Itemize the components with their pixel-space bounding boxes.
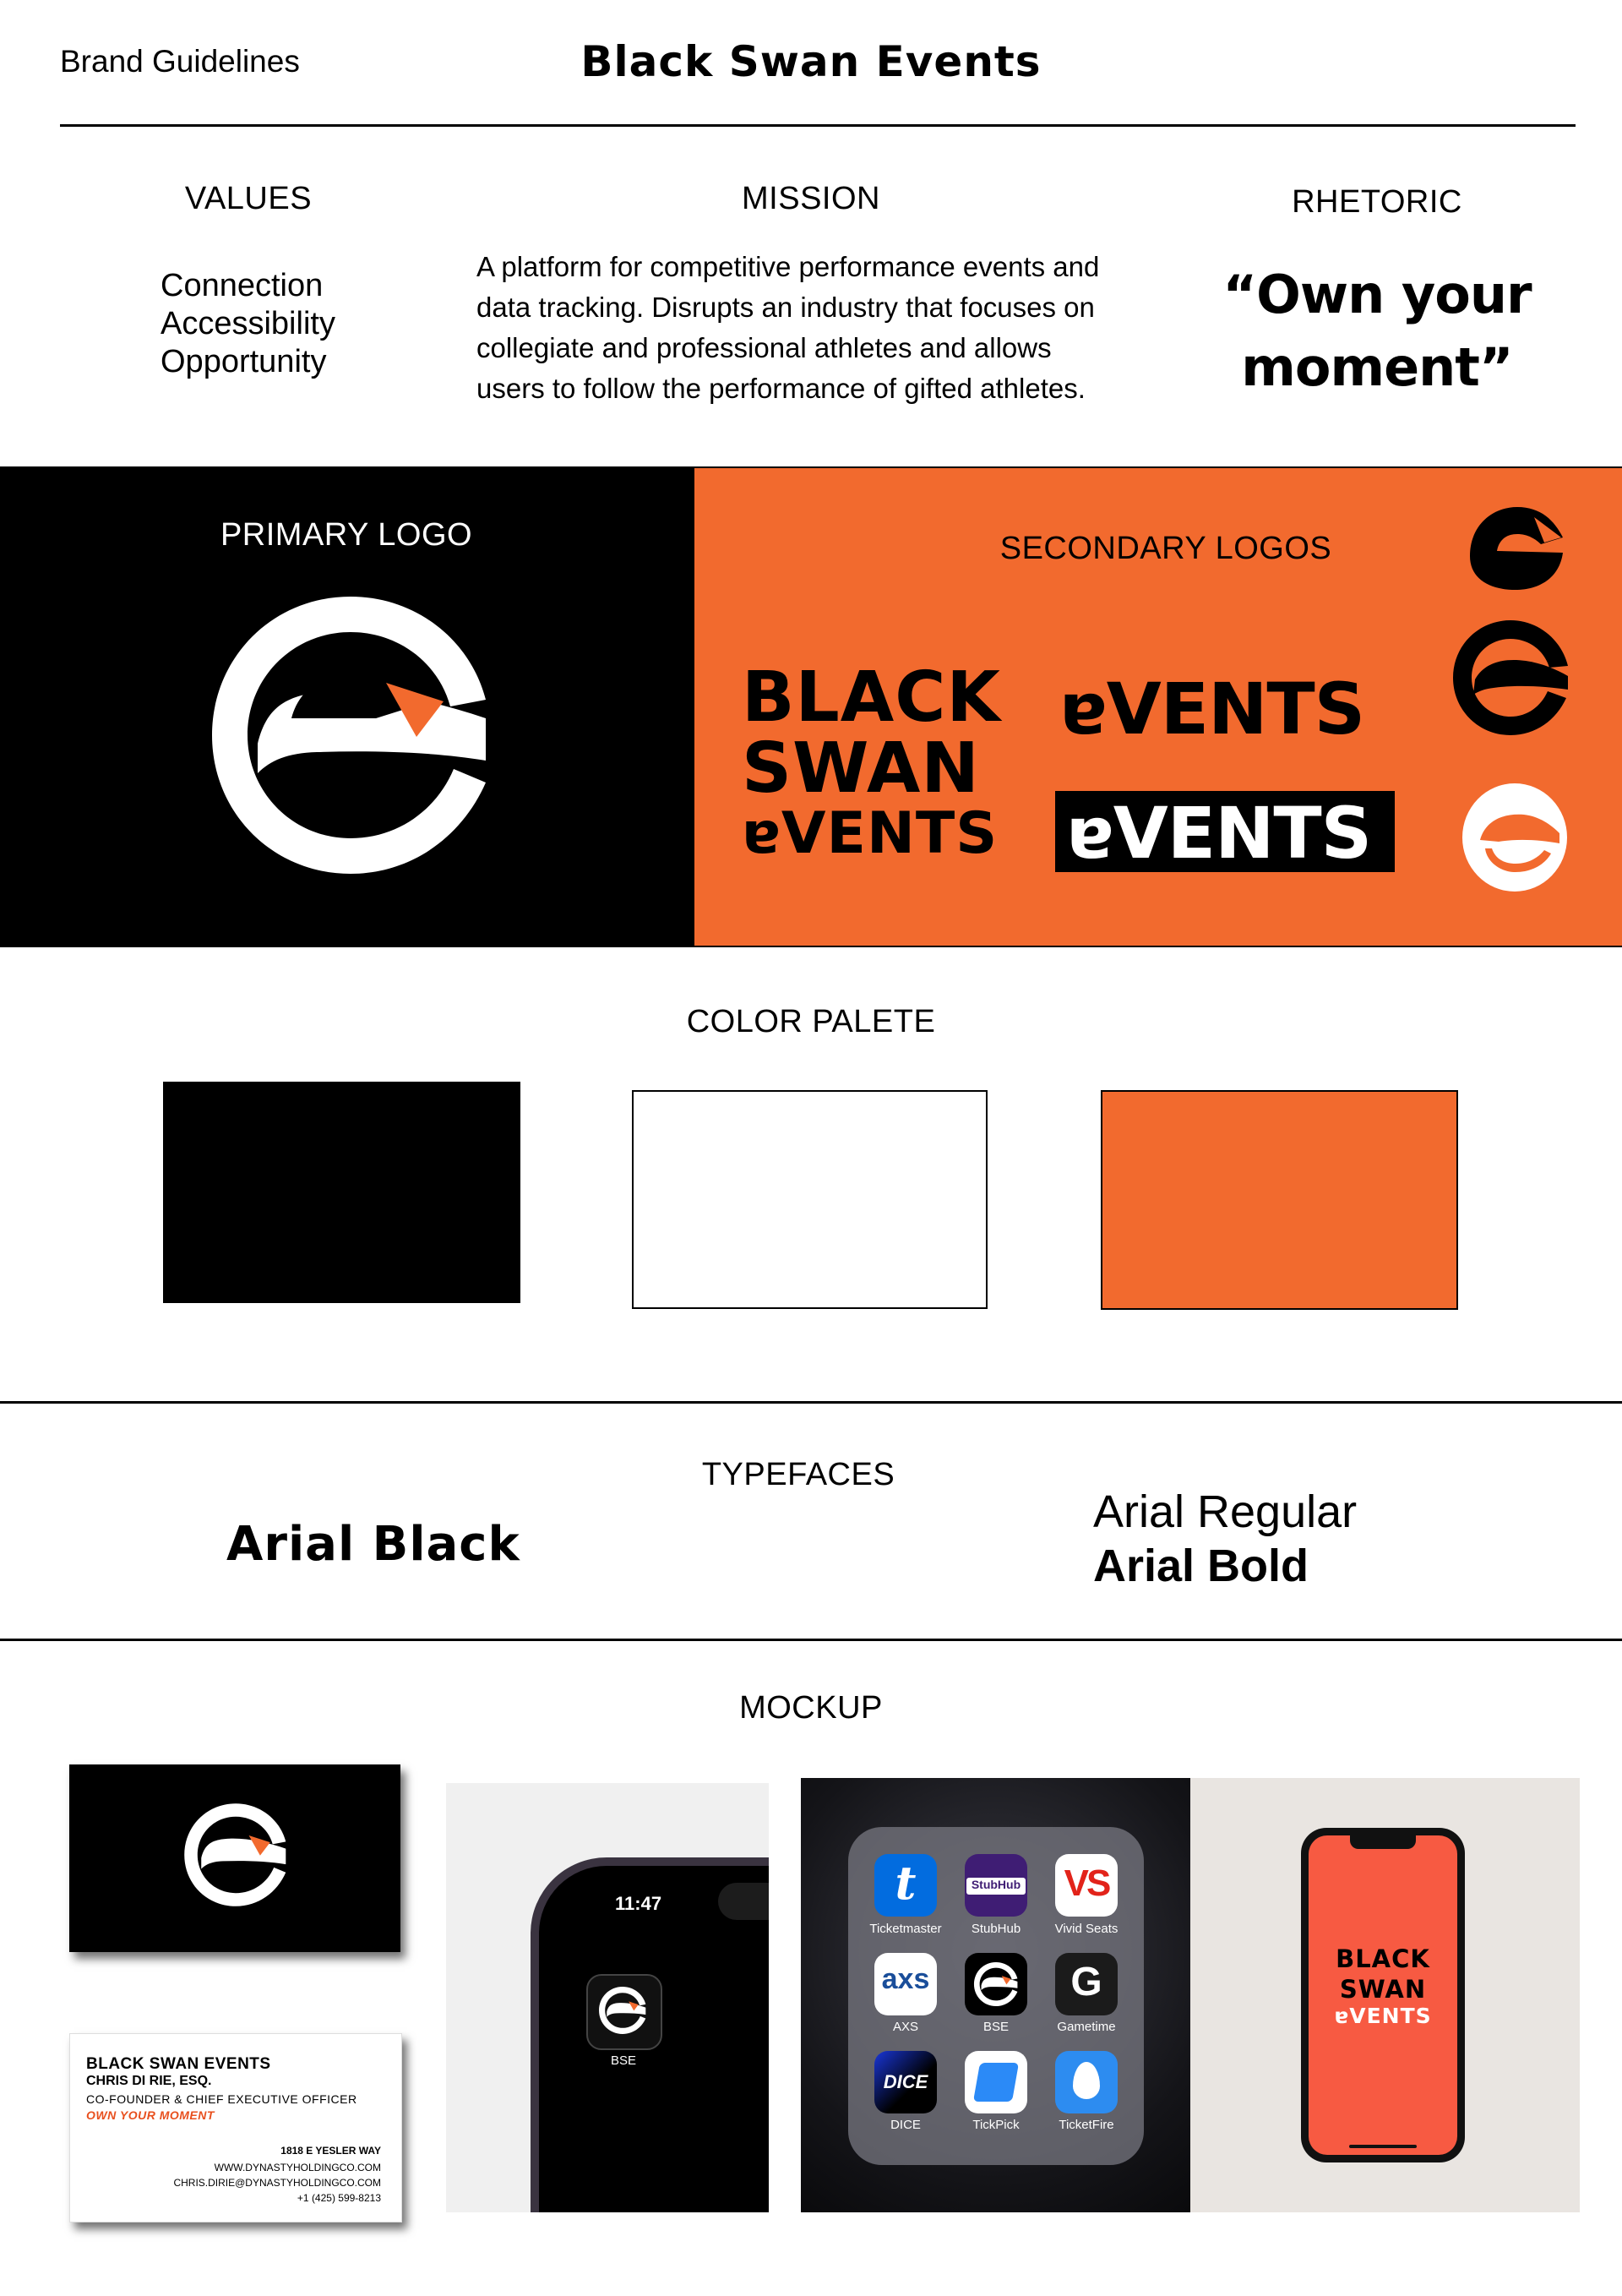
app-label: TicketFire xyxy=(1059,2118,1114,2132)
phone-screen-wordmark xyxy=(1309,1944,1457,2028)
card-swan-logo xyxy=(182,1800,289,1910)
value-item: Accessibility xyxy=(161,306,335,341)
app-label: AXS xyxy=(892,2020,918,2034)
primary-swan-logo xyxy=(207,592,494,879)
e-mark-white-icon xyxy=(1460,781,1570,894)
card-phone: +1 (425) 599-8213 xyxy=(297,2192,381,2204)
mission-line: users to follow the performance of gifted athletes. xyxy=(476,373,1086,404)
e-mark-icon: ɐ xyxy=(1059,668,1107,750)
color-palette-heading: COLOR PALETE xyxy=(686,1004,936,1039)
wordmark-black: BLACK xyxy=(742,657,1001,738)
mission-text xyxy=(476,247,1099,409)
mission-line: collegiate and professional athletes and allows xyxy=(476,332,1052,363)
swan-head-secondary-icon xyxy=(1463,500,1568,593)
typeface-arial-black: Arial Black xyxy=(226,1517,520,1572)
axs-wordmark-icon: axs xyxy=(881,1963,930,1995)
swatch-white xyxy=(632,1090,988,1309)
tickpick-logo-icon xyxy=(973,2063,1019,2102)
section-divider xyxy=(0,1401,1622,1404)
card-web: WWW.DYNASTYHOLDINGCO.COM xyxy=(214,2162,381,2173)
e-mark-icon: ɐ xyxy=(742,800,781,867)
mockup-heading: MOCKUP xyxy=(739,1690,883,1726)
phone-mockup-notch xyxy=(1350,1835,1416,1849)
secondary-logos-heading: SECONDARY LOGOS xyxy=(999,531,1332,566)
app-label: BSE xyxy=(982,2020,1009,2034)
app-label: StubHub xyxy=(971,1922,1021,1936)
rhetoric-quote xyxy=(1183,259,1571,404)
e-mark-icon: ɐ xyxy=(1334,2004,1350,2028)
bse-folder-e-icon xyxy=(973,1961,1019,2007)
phone-home-indicator xyxy=(1349,2145,1417,2148)
mission-heading: MISSION xyxy=(742,181,880,216)
bse-app-label: BSE xyxy=(610,2053,636,2068)
stacked-wordmark xyxy=(742,657,1001,867)
app-label: TickPick xyxy=(972,2118,1020,2132)
ticketmaster-t-icon: t xyxy=(895,1856,917,1910)
mission-line: data tracking. Disrupts an industry that focuses on xyxy=(476,292,1095,323)
rhetoric-line: moment” xyxy=(1241,336,1513,398)
wordmark-swan: SWAN xyxy=(742,728,980,809)
mission-line: A platform for competitive performance events and xyxy=(476,251,1100,282)
e-mark-icon: ɐ xyxy=(1066,792,1113,875)
brand-guidelines-label: Brand Guidelines xyxy=(60,44,300,79)
value-item: Connection xyxy=(161,268,324,303)
screen-line-swan: SWAN xyxy=(1339,1975,1427,2004)
wordmark-events: ɐVENTS xyxy=(742,800,999,867)
app-label: Vivid Seats xyxy=(1054,1922,1119,1936)
phone-notch xyxy=(718,1883,769,1920)
screen-line-black: BLACK xyxy=(1336,1944,1430,1973)
swatch-black xyxy=(163,1082,520,1303)
card-address: 1818 E YESLER WAY xyxy=(280,2145,381,2157)
phone-closeup-panel xyxy=(446,1783,769,2212)
header-divider xyxy=(60,124,1576,127)
primary-logo-heading: PRIMARY LOGO xyxy=(220,517,473,553)
rhetoric-heading: RHETORIC xyxy=(1292,184,1462,220)
typeface-arial-bold: Arial Bold xyxy=(1093,1541,1309,1591)
screen-line-events: ɐVENTS xyxy=(1334,2004,1432,2028)
values-heading: VALUES xyxy=(184,181,313,216)
app-label: DICE xyxy=(890,2118,921,2132)
typeface-arial-regular: Arial Regular xyxy=(1093,1486,1358,1537)
phone-time: 11:47 xyxy=(615,1893,662,1914)
card-tagline: OWN YOUR MOMENT xyxy=(86,2108,215,2122)
events-wordmark-reversed-text: ɐVENTS xyxy=(1066,792,1372,875)
page-title: Black Swan Events xyxy=(580,37,1042,86)
events-wordmark-orange: ɐVENTS xyxy=(1059,668,1365,750)
dice-wordmark-icon: DICE xyxy=(883,2071,928,2092)
values-list xyxy=(161,267,335,381)
value-item: Opportunity xyxy=(161,344,327,379)
typefaces-heading: TYPEFACES xyxy=(701,1457,895,1492)
gametime-g-icon: G xyxy=(1070,1960,1102,2004)
card-role: CO-FOUNDER & CHIEF EXECUTIVE OFFICER xyxy=(86,2092,357,2106)
section-divider xyxy=(0,1639,1622,1641)
app-label: Gametime xyxy=(1057,2020,1116,2034)
rhetoric-line: “Own your xyxy=(1222,264,1532,325)
card-email: CHRIS.DIRIE@DYNASTYHOLDINGCO.COM xyxy=(173,2177,381,2189)
swatch-orange xyxy=(1101,1090,1458,1310)
card-company: BLACK SWAN EVENTS xyxy=(86,2055,271,2073)
app-label: Ticketmaster xyxy=(869,1922,942,1936)
stubhub-wordmark-icon: StubHub xyxy=(966,1878,1026,1895)
vividseats-vs-icon: VS xyxy=(1064,1862,1109,1904)
e-mark-black-icon xyxy=(1450,617,1571,739)
bse-e-icon xyxy=(598,1986,647,2035)
card-name: CHRIS DI RIE, ESQ. xyxy=(86,2074,212,2088)
